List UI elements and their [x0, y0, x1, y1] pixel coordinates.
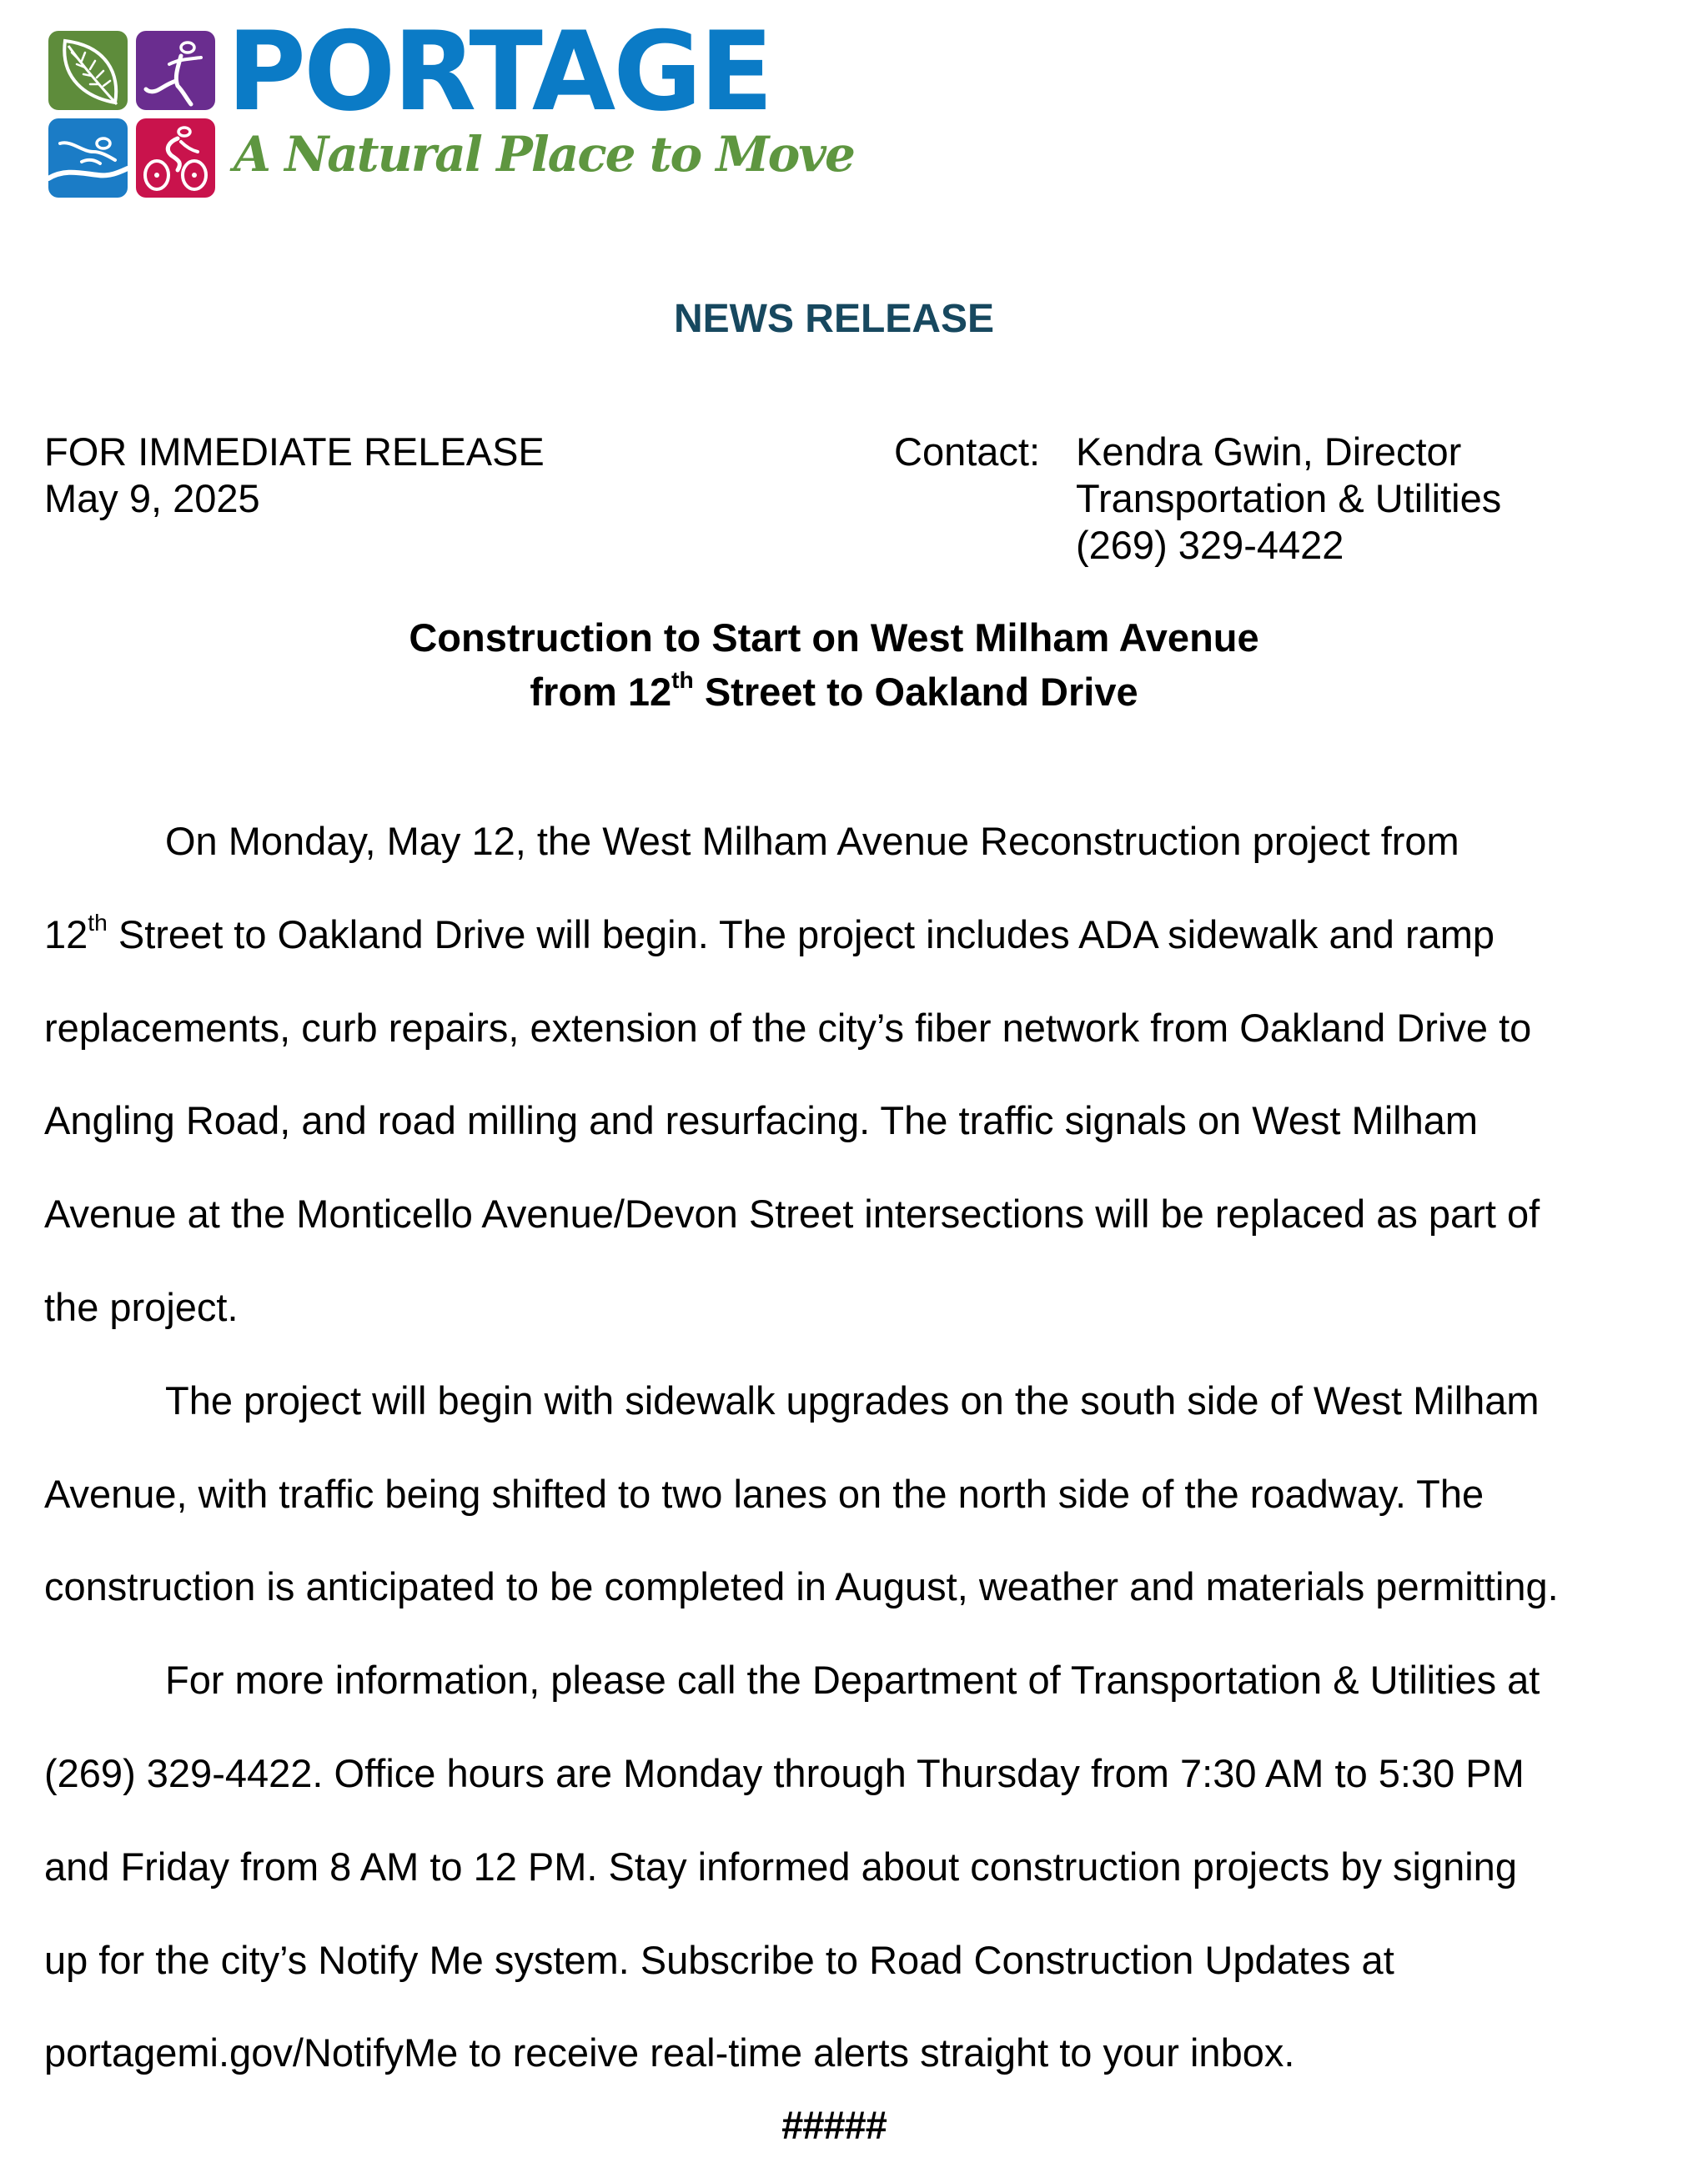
body-line	[44, 888, 1670, 981]
contact-name: Kendra Gwin, Director	[1076, 429, 1462, 474]
ordinal-suffix: th	[671, 665, 694, 693]
body-line-text: Angling Road, and road milling and resurfacing. The traffic signals on West Milham	[44, 1098, 1479, 1143]
body-line-text: portagemi.gov/NotifyMe to receive real-time alerts straight to your inbox.	[44, 2030, 1295, 2075]
contact-info	[1076, 429, 1501, 569]
body-line-text: The project will begin with sidewalk upgrades on the south side of West Milham	[165, 1378, 1540, 1423]
body-line	[44, 981, 1670, 1075]
ordinal-suffix: th	[88, 908, 108, 936]
contact-label: Contact:	[894, 429, 1041, 474]
body-text	[44, 795, 1670, 2100]
body-line-text: On Monday, May 12, the West Milham Avenue Reconstruction project from	[165, 819, 1459, 863]
body-line	[44, 1448, 1670, 1541]
body-line-text: Avenue at the Monticello Avenue/Devon Street intersections will be replaced as part of	[44, 1192, 1540, 1237]
cyclist-icon	[136, 118, 215, 198]
runner-icon	[136, 31, 215, 110]
body-line-text: For more information, please call the Department of Transportation & Utilities at	[165, 1658, 1540, 1703]
body-line-text: construction is anticipated to be completed in August, weather and materials permitting.	[44, 1564, 1559, 1609]
body-line	[44, 1727, 1670, 1820]
body-line	[44, 1540, 1670, 1634]
contact-department: Transportation & Utilities	[1076, 476, 1502, 520]
body-line	[44, 1634, 1670, 1727]
body-line	[44, 2006, 1670, 2100]
body-line-text: replacements, curb repairs, extension of the city’s fiber network from Oakland Drive to	[44, 1005, 1532, 1050]
body-line-text: the project.	[44, 1284, 239, 1329]
body-line	[44, 1914, 1670, 2007]
body-line	[44, 1820, 1670, 1914]
portage-logo	[0, 0, 854, 208]
headline-text: from 12	[530, 670, 672, 714]
body-line-text: (269) 329-4422. Office hours are Monday through Thursday from 7:30 AM to 5:30 PM	[44, 1750, 1525, 1795]
swimmer-icon	[48, 118, 128, 198]
body-line	[44, 795, 1670, 888]
body-line	[44, 1261, 1670, 1354]
document-type-title: NEWS RELEASE	[673, 297, 995, 341]
leaf-icon	[48, 31, 128, 110]
body-line-text: up for the city’s Notify Me system. Subscribe to Road Construction Updates at	[44, 1937, 1394, 1982]
body-line-text: and Friday from 8 AM to 12 PM. Stay informed about construction projects by signing	[44, 1844, 1517, 1889]
logo-wordmark: PORTAGE	[227, 8, 771, 135]
contact-phone: (269) 329-4422	[1076, 523, 1344, 567]
body-line	[44, 1354, 1670, 1448]
body-line	[44, 1167, 1670, 1261]
headline-text: Street to Oakland Drive	[693, 670, 1138, 714]
end-of-release-mark: #####	[781, 2103, 887, 2147]
release-date: May 9, 2025	[44, 476, 260, 520]
body-line-text: Street to Oakland Drive will begin. The project includes ADA sidewalk and ramp	[107, 911, 1495, 956]
logo-tagline: A Natural Place to Move	[234, 126, 854, 183]
release-info	[44, 429, 545, 522]
release-status: FOR IMMEDIATE RELEASE	[44, 429, 545, 474]
headline-line-1: Construction to Start on West Milham Avenue	[409, 615, 1259, 660]
body-line-text: Avenue, with traffic being shifted to two lanes on the north side of the roadway. The	[44, 1471, 1484, 1516]
body-line	[44, 1074, 1670, 1167]
headline-line-2	[0, 665, 1668, 719]
body-line-text: 12	[44, 911, 88, 956]
headline	[0, 610, 1668, 719]
